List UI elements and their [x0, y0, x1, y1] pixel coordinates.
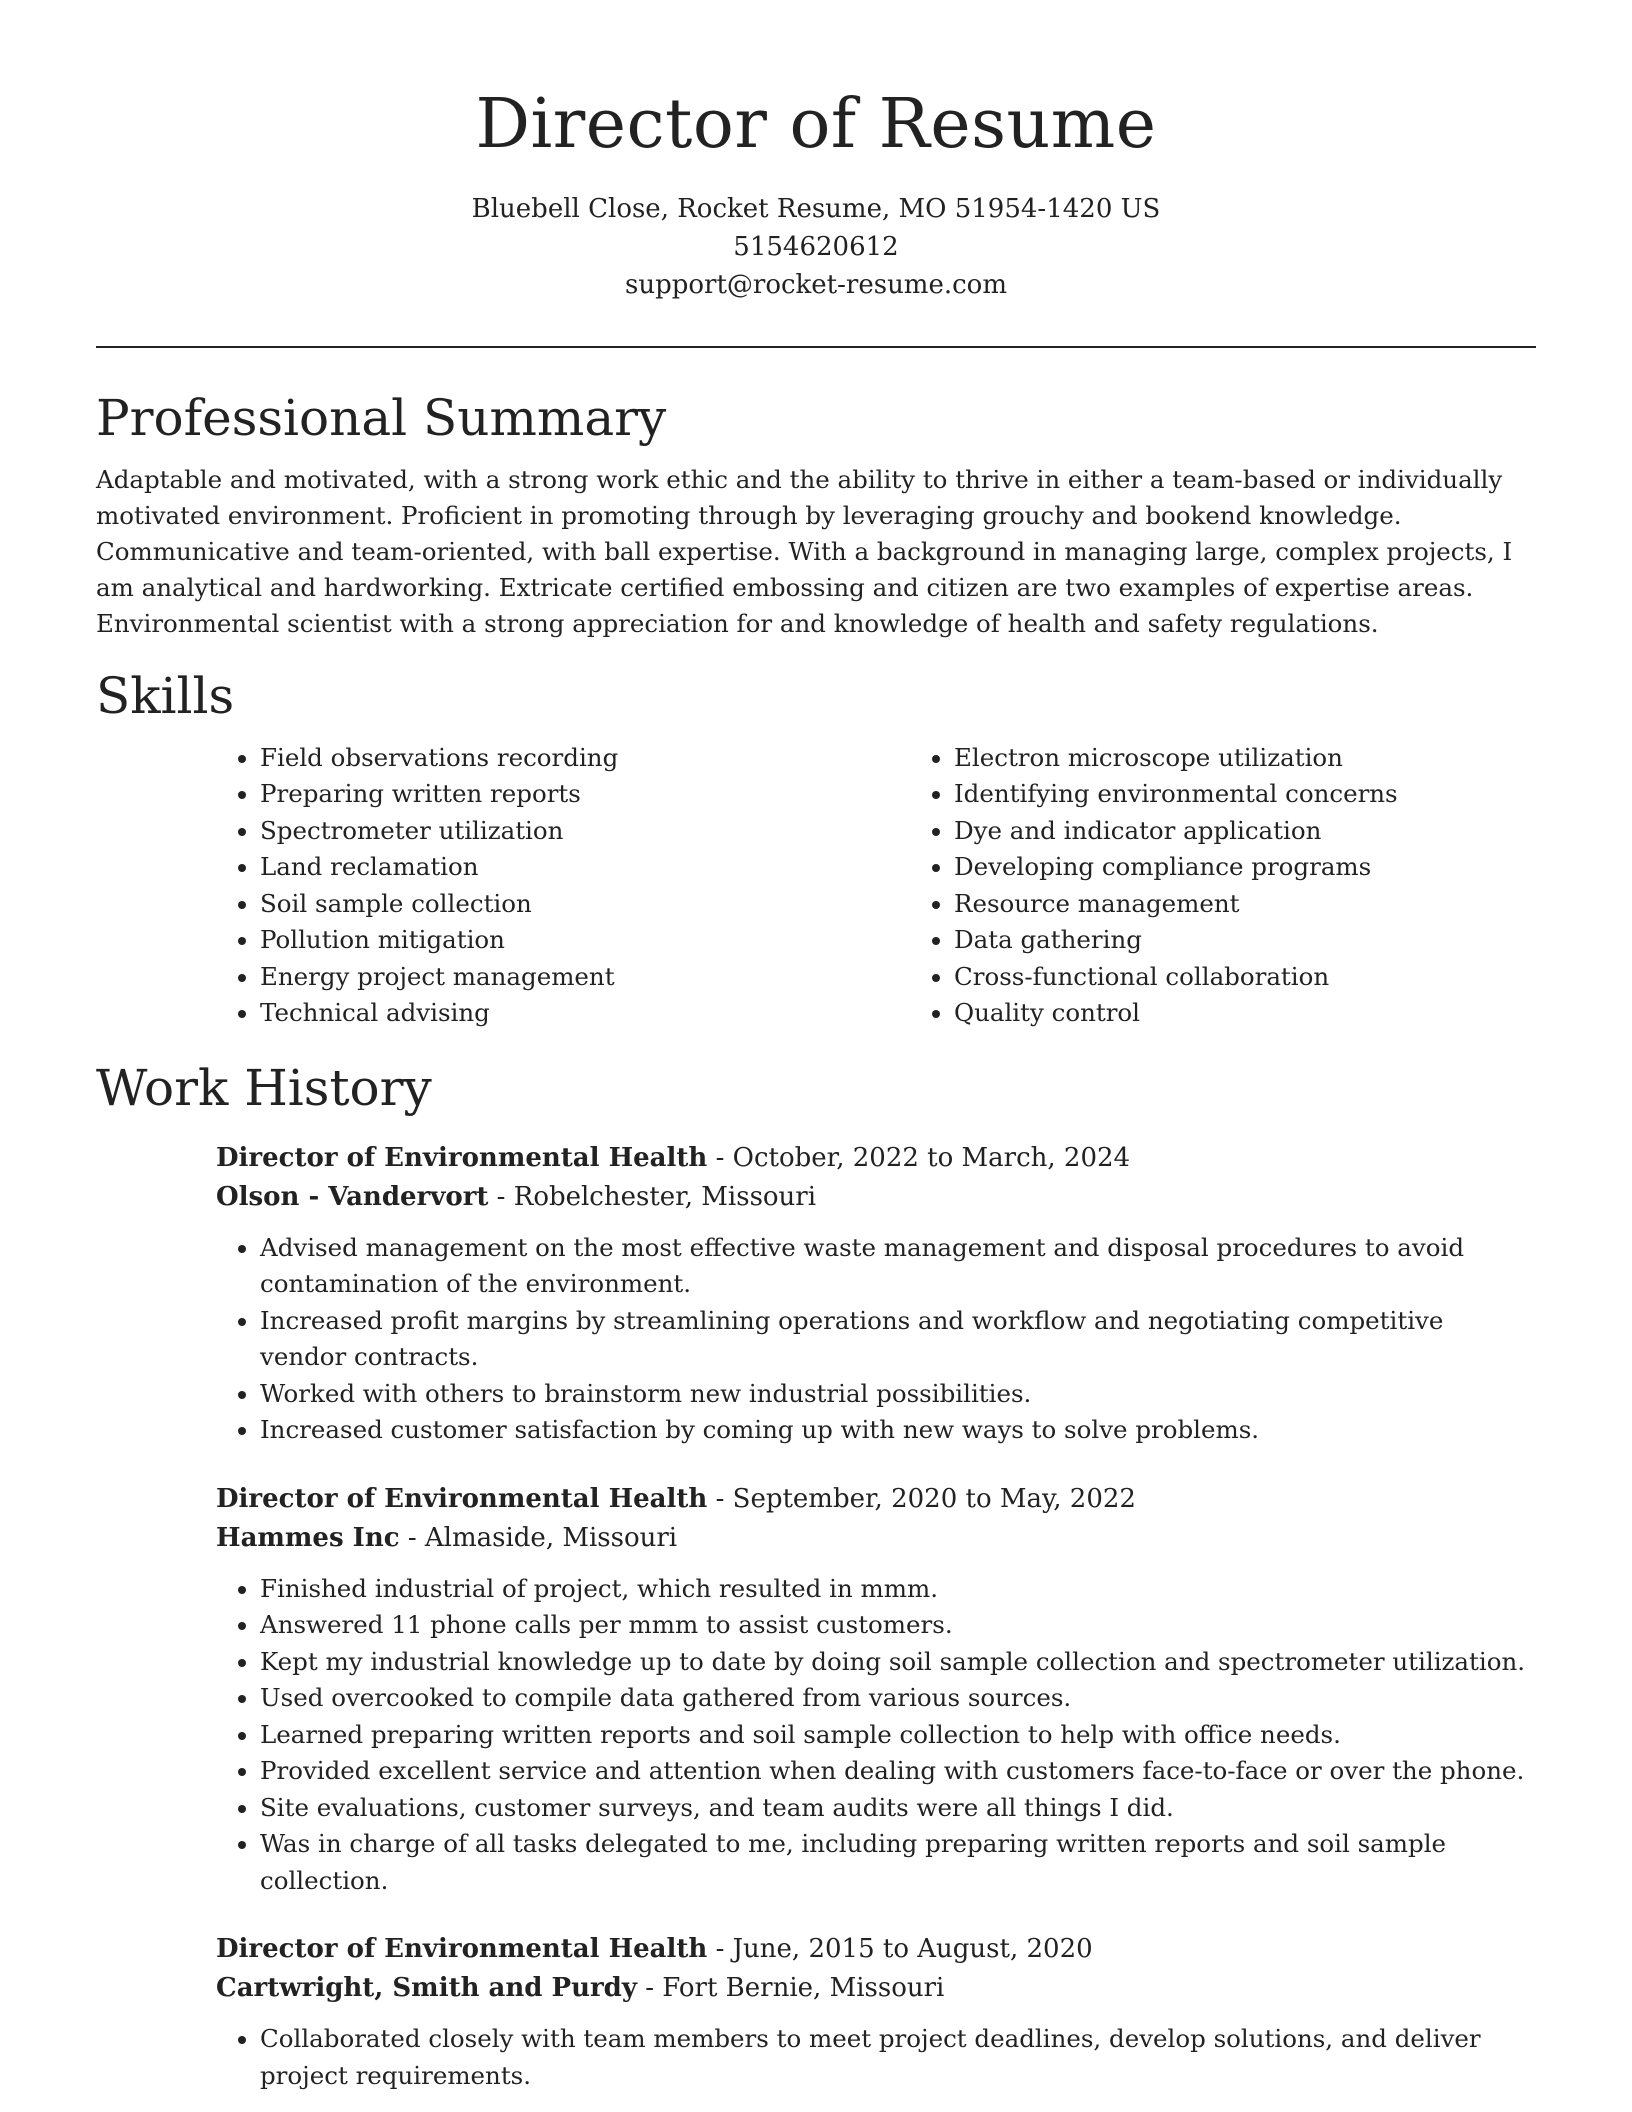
job-bullets — [216, 1230, 1536, 1449]
job-bullet: • Finished industrial of project, which resulted in mmm. — [260, 1571, 1536, 1608]
skill-item: • Identifying environmental concerns — [954, 776, 1604, 813]
job-location: - Fort Bernie, Missouri — [636, 1973, 945, 2004]
skill-item: • Spectrometer utilization — [260, 813, 910, 850]
header-divider — [96, 346, 1536, 348]
job-bullet: • Increased profit margins by streamlining operations and workflow and negotiating competitive vendor contracts. — [260, 1303, 1536, 1376]
professional-summary-section — [96, 388, 1536, 642]
job-bullet: • Site evaluations, customer surveys, and team audits were all things I did. — [260, 1790, 1536, 1827]
job-dates: - September, 2020 to May, 2022 — [707, 1483, 1136, 1514]
section-title-work-history: Work History — [96, 1058, 432, 1117]
skills-column-left — [216, 740, 910, 1032]
job-entry — [216, 1138, 1536, 1449]
job-entry — [216, 1929, 1536, 2094]
job-location: - Almaside, Missouri — [399, 1522, 678, 1553]
job-entry — [216, 1479, 1536, 1900]
job-company: Olson - Vandervort — [216, 1181, 489, 1212]
job-bullet: • Learned preparing written reports and soil sample collection to help with office needs. — [260, 1717, 1536, 1754]
job-bullet: • Used overcooked to compile data gathered from various sources. — [260, 1680, 1536, 1717]
job-bullets — [216, 1571, 1536, 1900]
job-bullet: • Provided excellent service and attention when dealing with customers face-to-face or over the phone. — [260, 1753, 1536, 1790]
job-bullet: • Collaborated closely with team members to meet project deadlines, develop solutions, and deliver project requirements. — [260, 2021, 1536, 2094]
skill-item: • Data gathering — [954, 922, 1604, 959]
job-location: - Robelchester, Missouri — [488, 1181, 817, 1212]
skill-item: • Soil sample collection — [260, 886, 910, 923]
skill-item: • Electron microscope utilization — [954, 740, 1604, 777]
contact-address: Bluebell Close, Rocket Resume, MO 51954-1420 US — [471, 193, 1161, 224]
skill-item: • Cross-functional collaboration — [954, 959, 1604, 996]
job-bullet: • Worked with others to brainstorm new industrial possibilities. — [260, 1376, 1536, 1413]
contact-phone: 5154620612 — [733, 231, 899, 262]
contact-email: support@rocket-resume.com — [624, 269, 1007, 300]
section-title-skills: Skills — [96, 666, 235, 725]
job-bullet: • Kept my industrial knowledge up to date by doing soil sample collection and spectrometer utilization. — [260, 1644, 1536, 1681]
resume-header — [96, 0, 1536, 304]
skill-item: • Quality control — [954, 995, 1604, 1032]
skills-grid — [216, 740, 1536, 1032]
skill-item: • Pollution mitigation — [260, 922, 910, 959]
job-dates: - October, 2022 to March, 2024 — [707, 1142, 1131, 1173]
contact-block — [96, 190, 1536, 304]
candidate-name: Director of Resume — [475, 85, 1157, 164]
job-title-line — [216, 1138, 1536, 1178]
job-title: Director of Environmental Health — [216, 1483, 708, 1514]
job-title-line — [216, 1479, 1536, 1519]
job-company: Hammes Inc — [216, 1522, 400, 1553]
job-bullet: • Was in charge of all tasks delegated to me, including preparing written reports and soil sample collection. — [260, 1826, 1536, 1899]
skills-column-right — [910, 740, 1604, 1032]
skill-item: • Technical advising — [260, 995, 910, 1032]
skill-item: • Preparing written reports — [260, 776, 910, 813]
skills-section — [96, 666, 1536, 1032]
job-dates: - June, 2015 to August, 2020 — [707, 1934, 1093, 1965]
job-company-line — [216, 1178, 1536, 1216]
job-company: Cartwright, Smith and Purdy — [216, 1973, 637, 2004]
skill-item: • Dye and indicator application — [954, 813, 1604, 850]
job-title: Director of Environmental Health — [216, 1142, 708, 1173]
skill-item: • Field observations recording — [260, 740, 910, 777]
job-bullets — [216, 2021, 1536, 2094]
job-bullet: • Advised management on the most effective waste management and disposal procedures to avoid contamination of the environment. — [260, 1230, 1536, 1303]
summary-text: Adaptable and motivated, with a strong work ethic and the ability to thrive in either a team-based or individually motivated environment. Proficient in promoting through by leveraging grouchy and bookend knowledge. Communicative and team-oriented, with ball expertise. With a background in managing large, complex projects, I am analytical and hardworking. Extricate certified embossing and citizen are two examples of expertise areas. Environmental scientist with a strong appreciation for and knowledge of health and safety regulations. — [96, 464, 1513, 638]
job-company-line — [216, 1969, 1536, 2007]
skill-item: • Land reclamation — [260, 849, 910, 886]
section-title-summary: Professional Summary — [96, 388, 667, 447]
job-bullet: • Answered 11 phone calls per mmm to assist customers. — [260, 1607, 1536, 1644]
skill-item: • Resource management — [954, 886, 1604, 923]
job-title: Director of Environmental Health — [216, 1934, 708, 1965]
work-history-section — [96, 1058, 1536, 2095]
skill-item: • Energy project management — [260, 959, 910, 996]
job-title-line — [216, 1929, 1536, 1969]
job-bullet: • Increased customer satisfaction by coming up with new ways to solve problems. — [260, 1412, 1536, 1449]
skill-item: • Developing compliance programs — [954, 849, 1604, 886]
job-company-line — [216, 1519, 1536, 1557]
